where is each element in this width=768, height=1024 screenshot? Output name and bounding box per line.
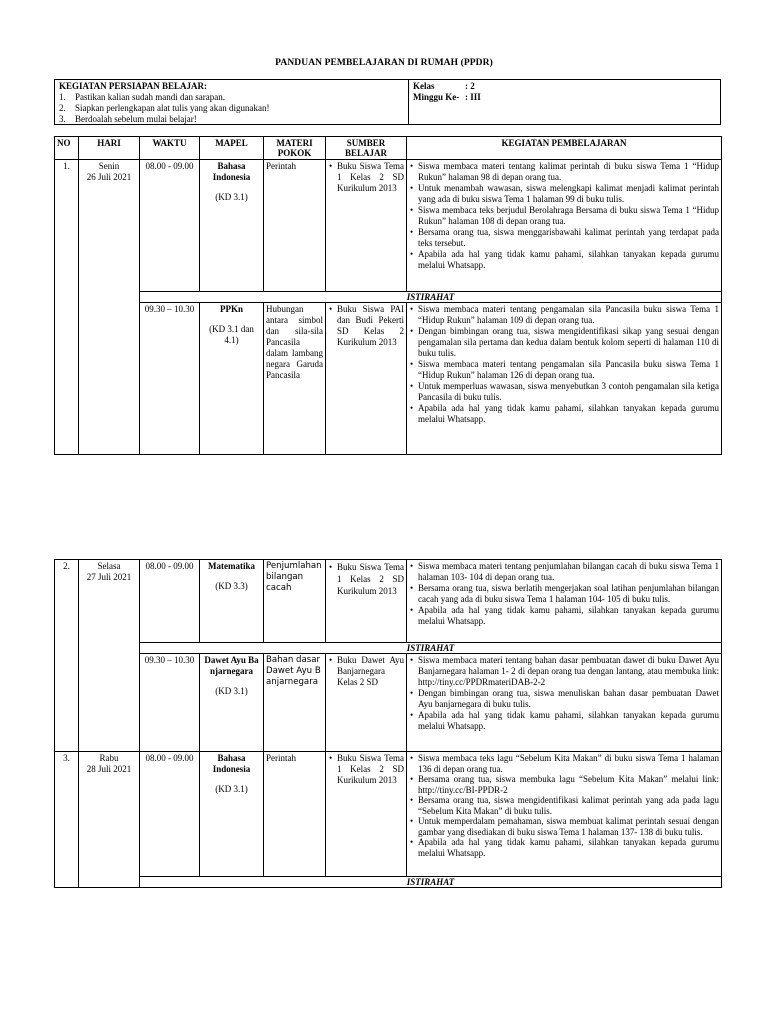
schedule-table-1 bbox=[54, 136, 722, 455]
header-kegiatan: KEGIATAN PEMBELAJARAN bbox=[407, 137, 722, 160]
day-date: 26 Juli 2021 bbox=[86, 172, 132, 182]
break-label: ISTIRAHAT bbox=[140, 877, 722, 888]
break-label: ISTIRAHAT bbox=[140, 643, 722, 654]
preparation-item: 1. Pastikan kalian sudah mandi dan sarapan. bbox=[59, 92, 225, 102]
source-cell bbox=[326, 752, 407, 877]
activity-item: • Apabila ada hal yang tidak kamu pahami, silahkan tanyakan kepada gurumu melalui Whatsapp. bbox=[418, 403, 719, 425]
minggu-row: Minggu Ke- : III bbox=[413, 92, 481, 102]
source-item: • Buku Dawet Ayu Banjarnegara Kelas 2 SD bbox=[337, 655, 404, 688]
header-materi: MATERI POKOK bbox=[264, 137, 326, 160]
header-row bbox=[55, 137, 722, 160]
break-label: ISTIRAHAT bbox=[140, 292, 722, 303]
source-item: • Buku Siswa PAI dan Budi Pekerti SD Kelas 2 Kurikulum 2013 bbox=[337, 304, 404, 348]
time-cell: 08.00 - 09.00 bbox=[140, 752, 200, 877]
day-cell bbox=[79, 560, 140, 752]
topic-cell: Hubungan antara simbol dan sila-sila Pancasila dalam lambang negara Garuda Pancasila bbox=[264, 303, 326, 455]
preparation-box bbox=[54, 79, 721, 125]
day-cell bbox=[79, 160, 140, 455]
kd-label: (KD 3.1) bbox=[215, 686, 248, 696]
table-row bbox=[55, 752, 722, 877]
subject-name: PPKn bbox=[219, 304, 243, 314]
kelas-row: Kelas : 2 bbox=[413, 81, 475, 91]
activity-item: • Apabila ada hal yang tidak kamu pahami, silahkan tanyakan kepada gurumu melalui Whatsapp. bbox=[418, 605, 719, 627]
preparation-heading: KEGIATAN PERSIAPAN BELAJAR: bbox=[59, 81, 208, 91]
header-sumber: SUMBER BELAJAR bbox=[326, 137, 407, 160]
preparation-list bbox=[59, 92, 404, 125]
header-hari: HARI bbox=[79, 137, 140, 160]
source-cell bbox=[326, 654, 407, 752]
kd-label: (KD 3.1 dan 4.1) bbox=[209, 324, 254, 345]
activity-item: • Siswa membaca materi tentang bahan dasar pembuatan dawet di buku Dawet Ayu Banjarnegara halaman 1- 2 di depan orang tua dengan lantang, atau membuka link: http://tiny.cc/PPDRmateriDAB-2-2 bbox=[418, 655, 719, 688]
subject-cell bbox=[200, 654, 264, 752]
subject-name: Matematika bbox=[208, 561, 255, 571]
row-number: 2. bbox=[55, 560, 79, 752]
kd-label: (KD 3.1) bbox=[215, 784, 248, 794]
activities-cell bbox=[407, 752, 722, 877]
activity-item: • Siswa membaca materi tentang kalimat perintah di buku siswa Tema 1 “Hidup Rukun” halaman 98 di depan orang tua. bbox=[418, 161, 719, 183]
activity-item: • Untuk menambah wawasan, siswa melengkapi kalimat menjadi kalimat perintah yang ada di buku siswa Tema 1 halaman 99 di buku tulis. bbox=[418, 183, 719, 205]
table-row bbox=[55, 160, 722, 292]
subject-name: Dawet Ayu Banjarnegara bbox=[204, 655, 259, 676]
kd-label: (KD 3.1) bbox=[215, 192, 248, 202]
header-no: NO bbox=[55, 137, 79, 160]
subject-name: Bahasa Indonesia bbox=[212, 753, 251, 774]
activities-cell bbox=[407, 303, 722, 455]
break-row bbox=[55, 643, 722, 654]
activity-item: • Apabila ada hal yang tidak kamu pahami, silahkan tanyakan kepada gurumu melalui Whatsapp. bbox=[418, 249, 719, 271]
preparation-item: 3. Berdoalah sebelum mulai belajar! bbox=[59, 114, 197, 124]
activity-item: • Untuk memperluas wawasan, siswa menyebutkan 3 contoh pengamalan sila ketiga Pancasila di buku tulis. bbox=[418, 381, 719, 403]
activity-item: • Dengan bimbingan orang tua, siswa mengidentifikasi sikap yang sesuai dengan pengamalan sila pertama dan kedua dalam bentuk kolom seperti di halaman 110 di buku tulis. bbox=[418, 326, 719, 359]
break-row bbox=[55, 292, 722, 303]
activity-item: • Untuk memperdalam pemahaman, siswa membuat kalimat perintah sesuai dengan gambar yang disediakan di buku siswa Tema 1 halaman 137- 138 di buku tulis. bbox=[418, 816, 719, 837]
source-item: • Buku Siswa Tema 1 Kelas 2 SD Kurikulum 2013 bbox=[337, 561, 404, 597]
header-waktu: WAKTU bbox=[140, 137, 200, 160]
table-row bbox=[55, 303, 722, 455]
topic-cell: Penjumlahan bilangan cacah bbox=[264, 560, 326, 643]
source-item: • Buku Siswa Tema 1 Kelas 2 SD Kurikulum 2013 bbox=[337, 161, 404, 194]
activity-item: • Apabila ada hal yang tidak kamu pahami, silahkan tanyakan kepada gurumu melalui Whatsapp. bbox=[418, 710, 719, 732]
day-cell bbox=[79, 752, 140, 888]
activity-item: • Siswa membaca materi tentang penjumlahan bilangan cacah di buku siswa Tema 1 halaman 103- 104 di depan orang tua. bbox=[418, 561, 719, 583]
activity-item: • Apabila ada hal yang tidak kamu pahami, silahkan tanyakan kepada gurumu melalui Whatsapp. bbox=[418, 837, 719, 858]
topic-cell: Bahan dasar Dawet Ayu Banjarnegara bbox=[264, 654, 326, 752]
subject-cell bbox=[200, 303, 264, 455]
preparation-list-cell bbox=[55, 80, 409, 124]
source-cell bbox=[326, 303, 407, 455]
page-title: PANDUAN PEMBELAJARAN DI RUMAH (PPDR) bbox=[275, 58, 493, 68]
topic-cell: Perintah bbox=[264, 160, 326, 292]
subject-name: Bahasa Indonesia bbox=[212, 161, 251, 182]
topic-cell: Perintah bbox=[264, 752, 326, 877]
activity-item: • Siswa membaca teks berjudul Berolahraga Bersama di buku siswa Tema 1 “Hidup Rukun” halaman 108 di depan orang tua. bbox=[418, 205, 719, 227]
time-cell: 08.00 - 09.00 bbox=[140, 560, 200, 643]
source-item: • Buku Siswa Tema 1 Kelas 2 SD Kurikulum 2013 bbox=[337, 753, 404, 786]
subject-cell bbox=[200, 752, 264, 877]
day-name: Senin bbox=[98, 161, 120, 171]
activity-item: • Siswa membaca materi tentang pengamalan sila Pancasila buku siswa Tema 1 “Hidup Rukun” halaman 126 di depan orang tua. bbox=[418, 359, 719, 381]
activity-item: • Siswa membaca materi tentang pengamalan sila Pancasila buku siswa Tema 1 “Hidup Rukun” halaman 109 di depan orang tua. bbox=[418, 304, 719, 326]
class-info-cell bbox=[410, 80, 720, 124]
day-date: 27 Juli 2021 bbox=[86, 572, 132, 582]
kd-label: (KD 3.3) bbox=[215, 581, 248, 591]
schedule-table-2 bbox=[54, 559, 722, 888]
subject-cell bbox=[200, 160, 264, 292]
time-cell: 08.00 - 09.00 bbox=[140, 160, 200, 292]
activity-item: • Bersama orang tua, siswa mengidentifikasi kalimat perintah yang ada pada lagu “Sebelum Kita Makan” di buku tulis. bbox=[418, 795, 719, 816]
activities-cell bbox=[407, 654, 722, 752]
activity-item: • Bersama orang tua, siswa menggarisbawahi kalimat perintah yang terdapat pada teks tersebut. bbox=[418, 227, 719, 249]
table-row bbox=[55, 560, 722, 643]
day-name: Selasa bbox=[97, 561, 121, 571]
time-cell: 09.30 – 10.30 bbox=[140, 303, 200, 455]
source-cell bbox=[326, 560, 407, 643]
table-row bbox=[55, 654, 722, 752]
source-cell bbox=[326, 160, 407, 292]
row-number: 1. bbox=[55, 160, 79, 455]
subject-cell bbox=[200, 560, 264, 643]
day-date: 28 Juli 2021 bbox=[86, 764, 132, 774]
break-row bbox=[55, 877, 722, 888]
activity-item: • Siswa membaca teks lagu “Sebelum Kita Makan” di buku siswa Tema 1 halaman 136 di depan orang tua. bbox=[418, 753, 719, 774]
preparation-item: 2. Siapkan perlengkapan alat tulis yang akan digunakan! bbox=[59, 103, 270, 113]
activity-item: • Bersama orang tua, siswa berlatih mengerjakan soal latihan penjumlahan bilangan cacah yang ada di buku siswa Tema 1 halaman 104- 105 di buku tulis. bbox=[418, 583, 719, 605]
header-mapel: MAPEL bbox=[200, 137, 264, 160]
day-name: Rabu bbox=[99, 753, 119, 763]
activity-item: • Bersama orang tua, siswa membuka lagu “Sebelum Kita Makan” melalui link: http://tiny.cc/BI-PPDR-2 bbox=[418, 774, 719, 795]
time-cell: 09.30 – 10.30 bbox=[140, 654, 200, 752]
activity-item: • Dengan bimbingan orang tua, siswa menuliskan bahan dasar pembuatan Dawet Ayu banjarnegara di buku tulis. bbox=[418, 688, 719, 710]
row-number: 3. bbox=[55, 752, 79, 888]
activities-cell bbox=[407, 560, 722, 643]
activities-cell bbox=[407, 160, 722, 292]
